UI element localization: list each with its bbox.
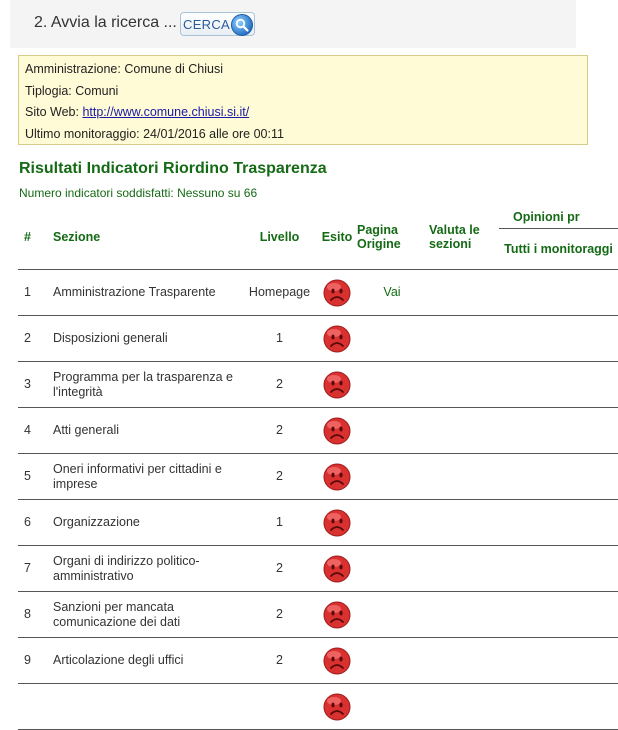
row-tutti [499, 316, 618, 362]
vai-link[interactable]: Vai [383, 285, 401, 299]
row-sezione: Disposizioni generali [53, 331, 168, 345]
row-livello: 2 [276, 377, 283, 391]
row-esito [317, 638, 357, 684]
header-sezione: Sezione [53, 230, 101, 244]
sito-web-label: Sito Web: [25, 105, 83, 120]
row-valuta [427, 638, 499, 684]
sad-face-icon [323, 325, 351, 353]
row-pagina-origine [357, 500, 427, 546]
row-pagina-origine [357, 592, 427, 638]
search-step-label: 2. Avvia la ricerca ... [34, 14, 177, 31]
row-livello: 2 [276, 607, 283, 621]
row-pagina-origine [357, 408, 427, 454]
table-row [18, 316, 618, 362]
row-num: 3 [24, 377, 31, 391]
table-row [18, 270, 618, 316]
header-valuta-sezioni: Valuta le sezioni [429, 223, 480, 251]
table-row [18, 684, 618, 730]
sad-face-icon [323, 647, 351, 675]
sad-face-icon [323, 509, 351, 537]
header-tutti-monitoraggi: Tutti i monitoraggi [504, 242, 613, 256]
amministrazione-text: Amministrazione: Comune di Chiusi [25, 62, 223, 76]
sito-web-link[interactable]: http://www.comune.chiusi.si.it/ [82, 105, 250, 120]
results-title: Risultati Indicatori Riordino Trasparenza [19, 160, 327, 177]
administration-info-box [18, 55, 588, 145]
row-sezione: Organi di indirizzo politico-amministrativo [53, 553, 200, 583]
row-num: 5 [24, 469, 31, 483]
table-row [18, 500, 618, 546]
row-esito [317, 546, 357, 592]
row-livello: 2 [276, 561, 283, 575]
row-sezione: Organizzazione [53, 515, 140, 529]
row-num: 1 [24, 285, 31, 299]
row-tutti [499, 638, 618, 684]
sad-face-icon [323, 417, 351, 445]
tipologia-text: Tiplogia: Comuni [25, 83, 119, 98]
row-num: 2 [24, 331, 31, 345]
row-tutti [499, 454, 618, 500]
row-sezione: Atti generali [53, 423, 120, 437]
row-livello: 2 [276, 423, 283, 437]
row-sezione: Oneri informativi per cittadini e imprese [53, 461, 222, 491]
row-sezione: Amministrazione Trasparente [53, 285, 216, 299]
row-pagina-origine [357, 316, 427, 362]
results-subtitle: Numero indicatori soddisfatti: Nessuno su 66 [19, 186, 258, 200]
search-button-label: CERCA [183, 17, 231, 32]
row-num: 8 [24, 607, 31, 621]
row-pagina-origine [357, 638, 427, 684]
row-valuta [427, 362, 499, 408]
sad-face-icon [323, 371, 351, 399]
row-pagina-origine [357, 270, 427, 316]
row-num: 7 [24, 561, 31, 575]
row-valuta [427, 500, 499, 546]
row-pagina-origine [357, 362, 427, 408]
row-livello: Homepage [248, 285, 311, 299]
row-tutti [499, 546, 618, 592]
row-esito [317, 592, 357, 638]
table-row [18, 362, 618, 408]
row-esito [317, 500, 357, 546]
sad-face-icon [323, 693, 351, 721]
row-tutti [499, 500, 618, 546]
header-pagina-origine: Pagina Origine [357, 223, 401, 251]
ultimo-monitoraggio-text: Ultimo monitoraggio: 24/01/2016 alle ore 00:11 [25, 127, 284, 142]
sito-web-line [25, 102, 587, 124]
header-livello: Livello [259, 230, 300, 244]
header-esito: Esito [321, 230, 353, 244]
row-tutti [499, 362, 618, 408]
row-livello [242, 684, 317, 730]
row-esito [317, 270, 357, 316]
row-valuta [427, 316, 499, 362]
row-num: 6 [24, 515, 31, 529]
row-livello: 2 [276, 653, 283, 667]
table-row [18, 638, 618, 684]
row-sezione: Programma per la trasparenza e l'integrità [53, 369, 233, 399]
sad-face-icon [323, 555, 351, 583]
row-esito [317, 408, 357, 454]
header-num: # [24, 230, 31, 244]
row-livello: 1 [276, 331, 283, 345]
magnifier-icon [231, 14, 253, 36]
row-valuta [427, 546, 499, 592]
row-tutti [499, 684, 618, 730]
row-sezione: Articolazione degli uffici [53, 653, 184, 667]
row-esito [317, 684, 357, 730]
row-pagina-origine [357, 684, 427, 730]
row-esito [317, 316, 357, 362]
results-table [18, 205, 618, 730]
row-pagina-origine [357, 454, 427, 500]
row-valuta [427, 408, 499, 454]
table-row [18, 408, 618, 454]
header-opinioni: Opinioni pr [499, 205, 618, 229]
row-num [18, 684, 53, 730]
table-row [18, 454, 618, 500]
sad-face-icon [323, 601, 351, 629]
row-pagina-origine [357, 546, 427, 592]
row-livello: 2 [276, 469, 283, 483]
sad-face-icon [323, 279, 351, 307]
row-esito [317, 362, 357, 408]
row-valuta [427, 592, 499, 638]
search-button[interactable] [180, 12, 255, 36]
row-esito [317, 454, 357, 500]
row-sezione: Sanzioni per mancata comunicazione dei dati [53, 599, 181, 629]
row-sezione [53, 684, 242, 730]
sad-face-icon [323, 463, 351, 491]
row-num: 4 [24, 423, 31, 437]
table-row [18, 592, 618, 638]
row-livello: 1 [276, 515, 283, 529]
table-row [18, 546, 618, 592]
row-num: 9 [24, 653, 31, 667]
row-tutti [499, 592, 618, 638]
row-tutti [499, 270, 618, 316]
row-valuta [427, 684, 499, 730]
row-tutti [499, 408, 618, 454]
row-valuta [427, 454, 499, 500]
row-valuta [427, 270, 499, 316]
